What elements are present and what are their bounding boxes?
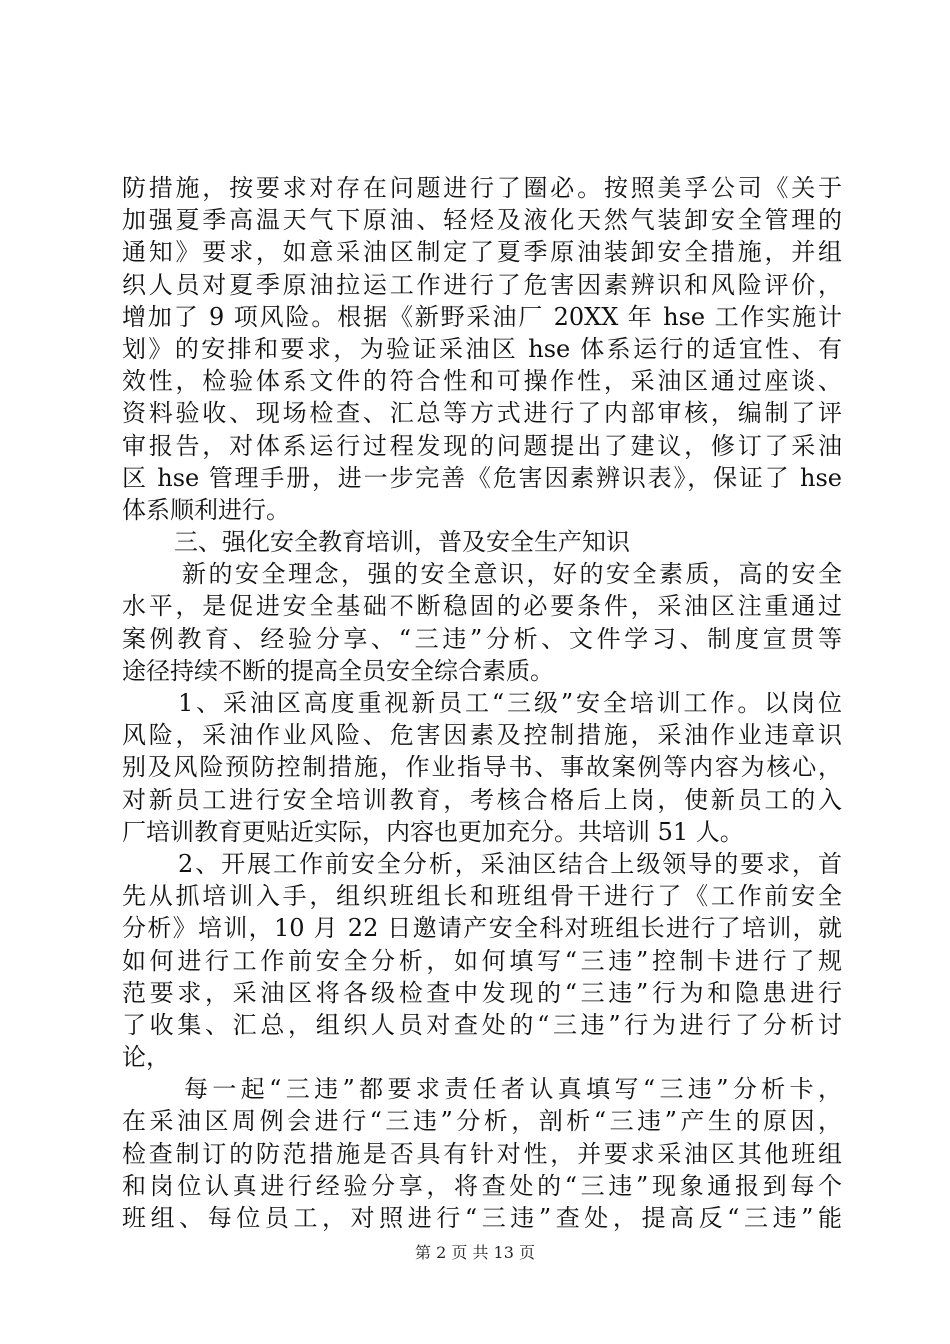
document-body	[122, 172, 842, 1234]
text-line: 检查制订的防范措施是否具有针对性，并要求采油区其他班组	[122, 1139, 842, 1168]
text-line: 2、开展工作前安全分析，采油区结合上级领导的要求，首	[178, 849, 842, 878]
section-heading: 三、强化安全教育培训，普及安全生产知识	[174, 528, 630, 557]
text-line: 增加了 9 项风险。根据《新野采油厂 20XX 年 hse 工作实施计	[122, 302, 842, 331]
text-line: 划》的安排和要求，为验证采油区 hse 体系运行的适宜性、有	[122, 334, 842, 363]
text-line: 范要求，采油区将各级检查中发现的“三违”行为和隐患进行	[122, 978, 842, 1007]
text-line: 新的安全理念，强的安全意识，好的安全素质，高的安全	[182, 560, 842, 589]
page-footer: 第 2 页 共 13 页	[415, 1243, 535, 1262]
text-line: 每一起“三违”都要求责任者认真填写“三违”分析卡，	[184, 1075, 842, 1104]
text-line: 途径持续不断的提高全员安全综合素质。	[122, 656, 554, 685]
text-line: 资料验收、现场检查、汇总等方式进行了内部审核，编制了评	[122, 399, 842, 428]
text-line: 效性，检验体系文件的符合性和可操作性，采油区通过座谈、	[122, 367, 842, 396]
text-line: 先从抓培训入手，组织班组长和班组骨干进行了《工作前安全	[122, 882, 842, 911]
text-line: 通知》要求，如意采油区制定了夏季原油装卸安全措施，并组	[122, 238, 842, 267]
text-line: 加强夏季高温天气下原油、轻烃及液化天然气装卸安全管理的	[122, 206, 842, 235]
text-line: 体系顺利进行。	[122, 495, 290, 524]
text-line: 别及风险预防控制措施，作业指导书、事故案例等内容为核心，	[122, 753, 842, 782]
text-line: 分析》培训，10 月 22 日邀请产安全科对班组长进行了培训，就	[122, 914, 842, 943]
text-line: 水平，是促进安全基础不断稳固的必要条件，采油区注重通过	[122, 592, 842, 621]
text-line: 班组、每位员工，对照进行“三违”查处，提高反“三违”能	[122, 1204, 842, 1232]
text-line: 区 hse 管理手册，进一步完善《危害因素辨识表》，保证了 hse	[122, 463, 842, 492]
text-line: 了收集、汇总，组织人员对查处的“三违”行为进行了分析讨	[122, 1010, 842, 1039]
text-line: 论，	[122, 1043, 170, 1072]
text-line: 1、采油区高度重视新员工“三级”安全培训工作。以岗位	[178, 689, 842, 717]
text-line: 案例教育、经验分享、“三违”分析、文件学习、制度宣贯等	[122, 624, 842, 653]
text-line: 和岗位认真进行经验分享，将查处的“三违”现象通报到每个	[122, 1171, 842, 1200]
text-line: 防措施，按要求对存在问题进行了圈必。按照美孚公司《关于	[122, 174, 842, 202]
text-line: 对新员工进行安全培训教育，考核合格后上岗，使新员工的入	[122, 785, 842, 814]
text-line: 如何进行工作前安全分析，如何填写“三违”控制卡进行了规	[122, 946, 842, 975]
text-line: 织人员对夏季原油拉运工作进行了危害因素辨识和风险评价，	[122, 270, 842, 299]
text-line: 风险，采油作业风险、危害因素及控制措施，采油作业违章识	[122, 721, 842, 750]
text-line: 审报告，对体系运行过程发现的问题提出了建议，修订了采油	[122, 431, 842, 460]
text-line: 在采油区周例会进行“三违”分析，剖析“三违”产生的原因，	[122, 1107, 842, 1136]
text-line: 厂培训教育更贴近实际，内容也更加充分。共培训 51 人。	[122, 817, 744, 846]
